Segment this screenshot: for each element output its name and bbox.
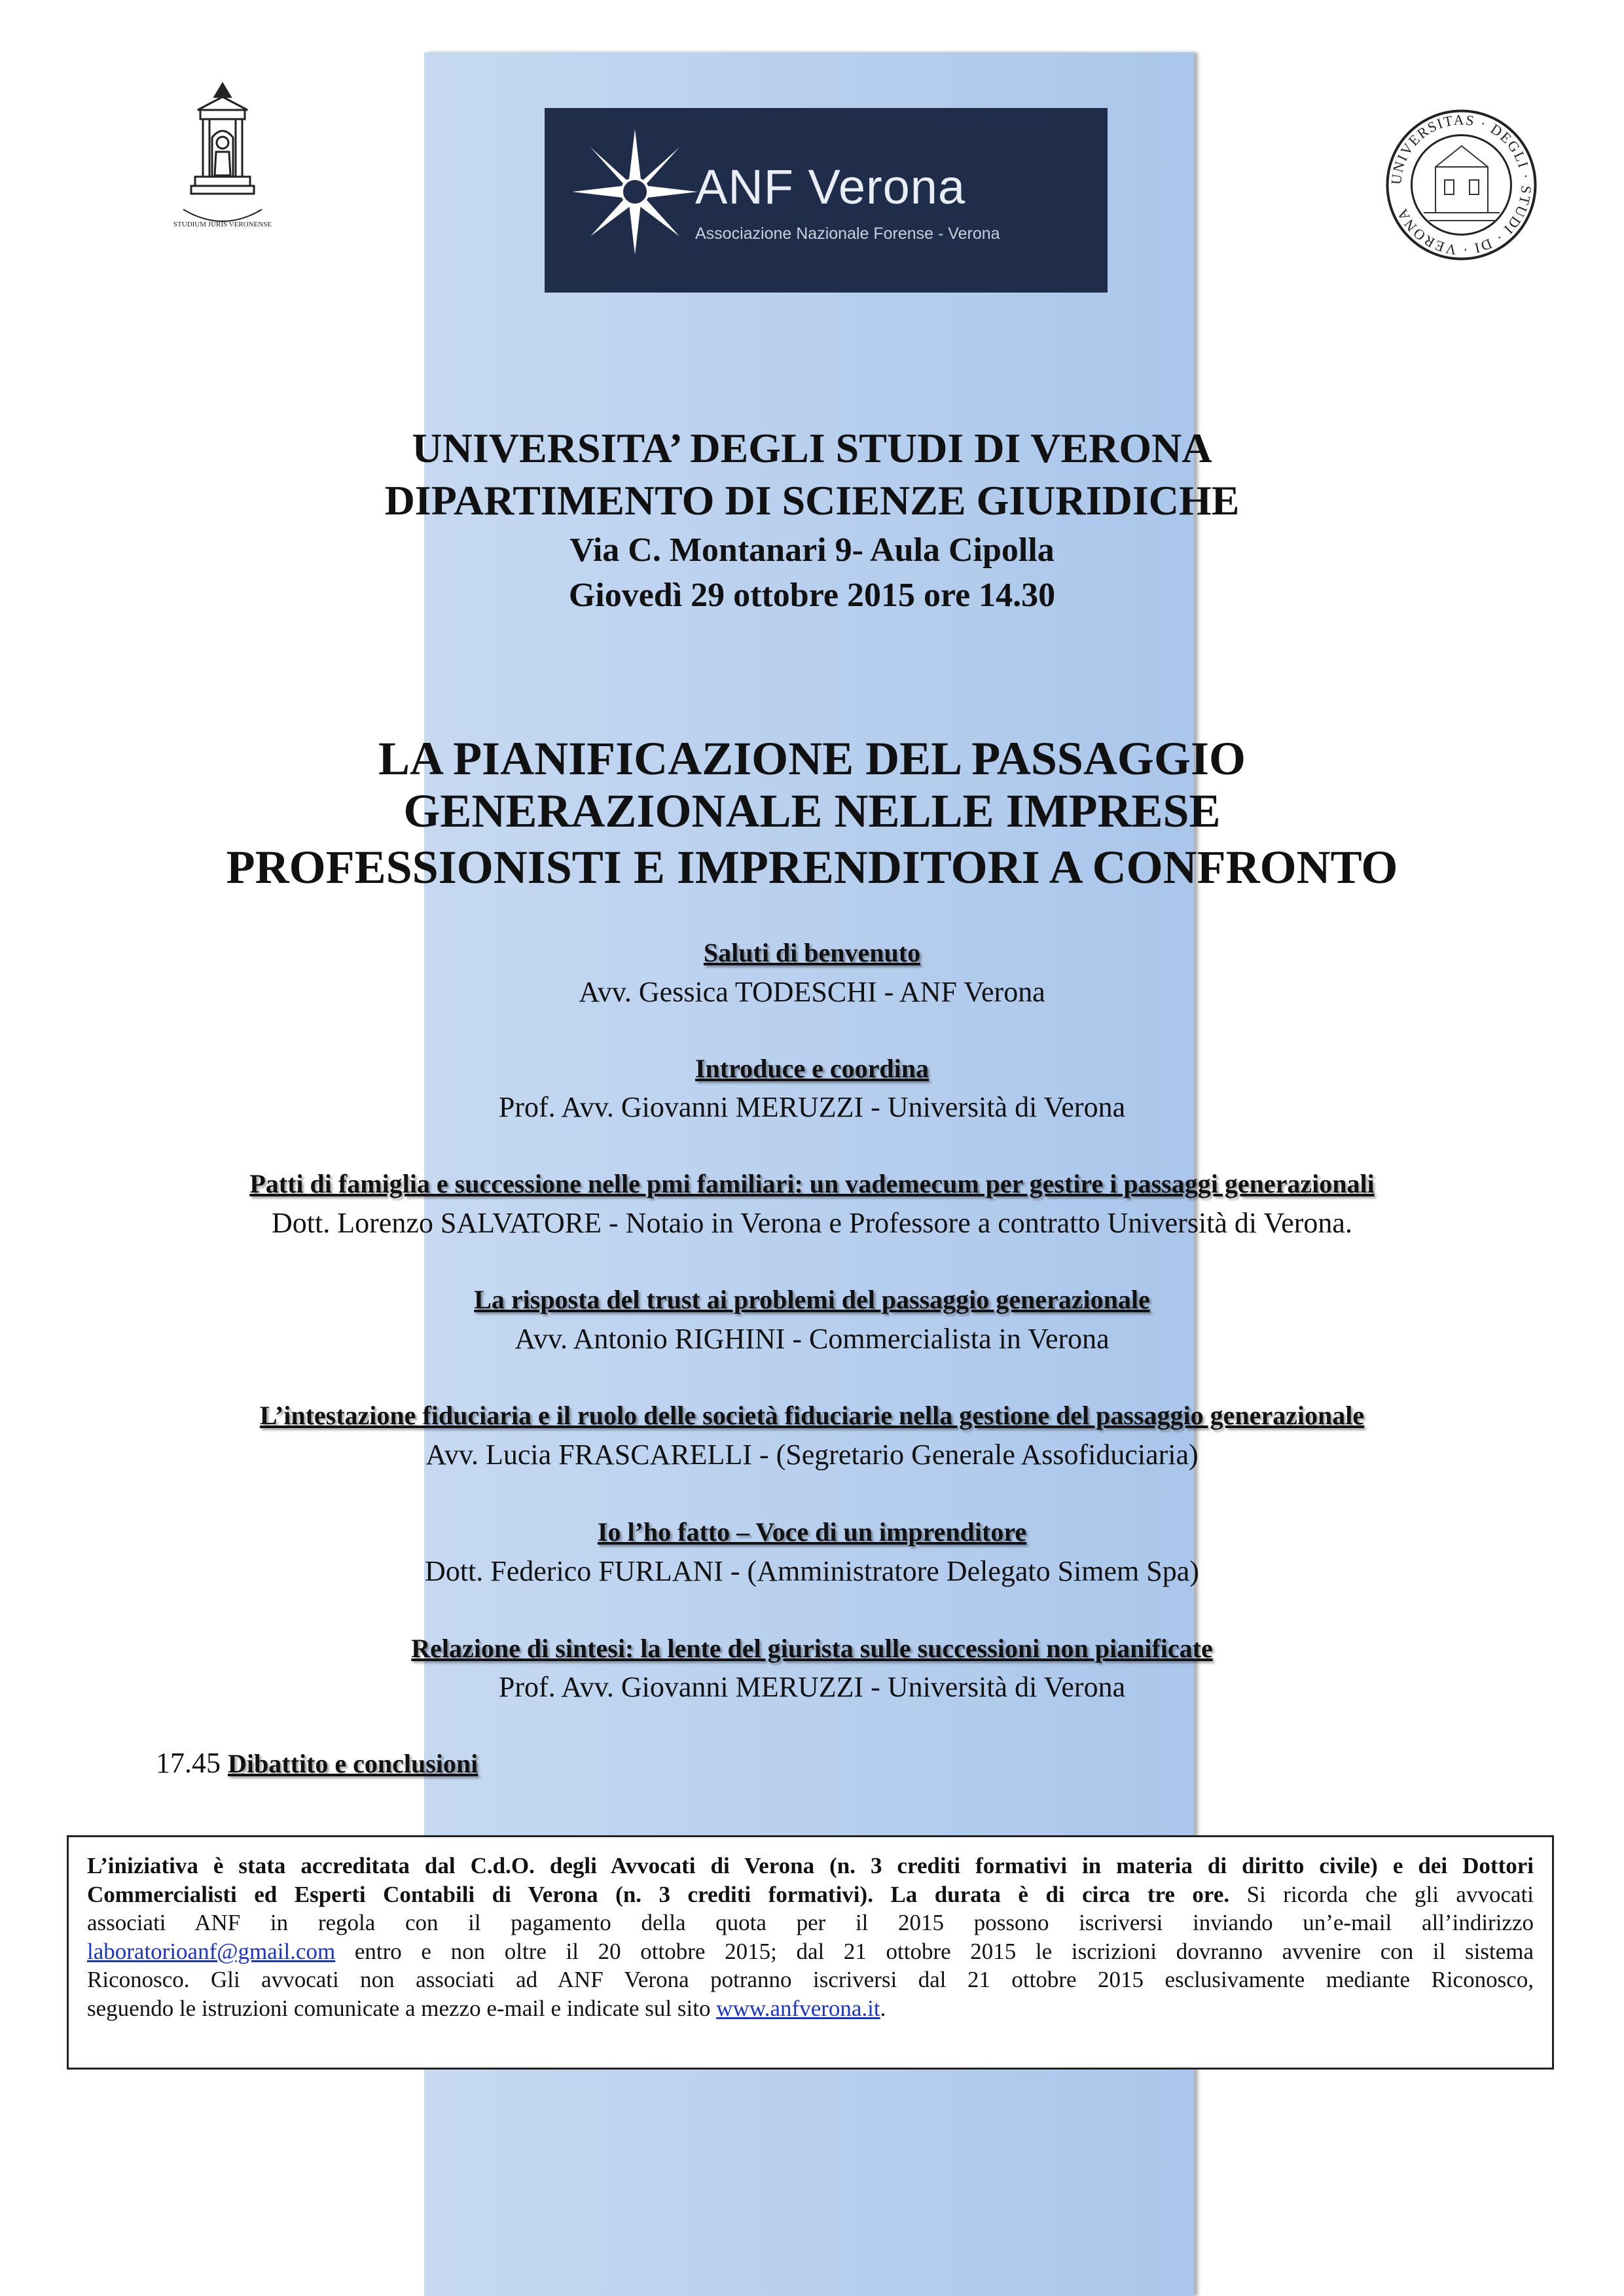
- notice-line: associati ANF in regola con il pagamento della quota per il 2015 possono iscriversi inviando un’e-mail all’indirizzo: [87, 1910, 1534, 1935]
- left-logo-caption: STUDIUM JURIS VERONENSE: [173, 221, 272, 228]
- date-line: Giovedì 29 ottobre 2015 ore 14.30: [568, 577, 1056, 614]
- university-heading: UNIVERSITA’ DEGLI STUDI DI VERONA: [412, 425, 1212, 471]
- program-item-speaker: Dott. Lorenzo SALVATORE - Notaio in Verona e Professore a contratto Università di Verona.: [272, 1207, 1352, 1239]
- university-seal-logo: [1384, 108, 1538, 262]
- notice-text: seguendo le istruzioni comunicate a mezzo e-mail e indicate sul sito: [87, 1995, 717, 2021]
- notice-line: [87, 1994, 1534, 2023]
- notice-text: Si ricorda che gli avvocati: [1229, 1881, 1534, 1907]
- event-title-line-3: PROFESSIONISTI E IMPRENDITORI A CONFRONTO: [226, 841, 1398, 893]
- event-title-line-1: LA PIANIFICAZIONE DEL PASSAGGIO: [378, 732, 1246, 785]
- anf-verona-banner: [545, 108, 1108, 293]
- program-item-title: Io l’ho fatto – Voce di un imprenditore: [597, 1517, 1027, 1547]
- program-item-speaker: Avv. Gessica TODESCHI - ANF Verona: [579, 976, 1045, 1008]
- program-item-speaker: Prof. Avv. Giovanni MERUZZI - Università di Verona: [498, 1091, 1126, 1123]
- closing-time: 17.45: [156, 1747, 221, 1779]
- program-item-speaker: Avv. Lucia FRASCARELLI - (Segretario Generale Assofiduciaria): [425, 1439, 1199, 1471]
- closing-item: [156, 1746, 478, 1780]
- notice-bold-text: Commercialisti ed Esperti Contabili di Verona (n. 3 crediti formativi). La durata è di circa tre ore.: [87, 1881, 1230, 1907]
- notice-line: [87, 1937, 1534, 1966]
- program-item-title: Patti di famiglia e successione nelle pmi familiari: un vademecum per gestire i passaggi generazionali: [249, 1169, 1375, 1198]
- notice-text: .: [880, 1995, 886, 2021]
- compass-star-icon: [569, 126, 700, 257]
- seal-caption: UNIVERSITAS · DEGLI · STUDI · DI · VERONA: [1388, 111, 1535, 259]
- venue-line: Via C. Montanari 9- Aula Cipolla: [569, 531, 1055, 569]
- program-item-title: L’intestazione fiduciaria e il ruolo delle società fiduciarie nella gestione del passaggio generazionale: [259, 1401, 1365, 1430]
- program-item-title: Relazione di sintesi: la lente del giurista sulle successioni non pianificate: [411, 1634, 1213, 1663]
- department-heading: DIPARTIMENTO DI SCIENZE GIURIDICHE: [384, 477, 1240, 524]
- program-item-title: La risposta del trust ai problemi del passaggio generazionale: [474, 1285, 1150, 1314]
- program-item-title: Saluti di benvenuto: [703, 938, 921, 967]
- notice-line: L’iniziativa è stata accreditata dal C.d.O. degli Avvocati di Verona (n. 3 crediti formativi in materia di diritto civile) e dei Dottori: [87, 1853, 1534, 1878]
- accreditation-notice: [67, 1835, 1554, 2070]
- banner-subtitle: Associazione Nazionale Forense - Verona: [695, 224, 1000, 243]
- notice-line: [87, 1880, 1534, 1909]
- program-item-speaker: Prof. Avv. Giovanni MERUZZI - Università di Verona: [498, 1671, 1126, 1703]
- program-item-speaker: Avv. Antonio RIGHINI - Commercialista in Verona: [514, 1323, 1110, 1355]
- studium-juris-logo: [157, 79, 288, 236]
- notice-text: entro e non oltre il 20 ottobre 2015; dal 21 ottobre 2015 le iscrizioni dovranno avvenire con il sistema: [335, 1938, 1534, 1964]
- notice-line: Riconosco. Gli avvocati non associati ad ANF Verona potranno iscriversi dal 21 ottobre 2015 esclusivamente mediante Riconosco,: [87, 1967, 1534, 1992]
- banner-title: ANF Verona: [695, 160, 966, 214]
- closing-label: Dibattito e conclusioni: [228, 1749, 478, 1778]
- event-title-line-2: GENERAZIONALE NELLE IMPRESE: [403, 785, 1221, 837]
- email-link[interactable]: laboratorioanf@gmail.com: [87, 1938, 336, 1964]
- website-link[interactable]: www.anfverona.it: [716, 1995, 880, 2021]
- program-item-speaker: Dott. Federico FURLANI - (Amministratore Delegato Simem Spa): [425, 1555, 1199, 1587]
- program-item-title: Introduce e coordina: [695, 1054, 929, 1083]
